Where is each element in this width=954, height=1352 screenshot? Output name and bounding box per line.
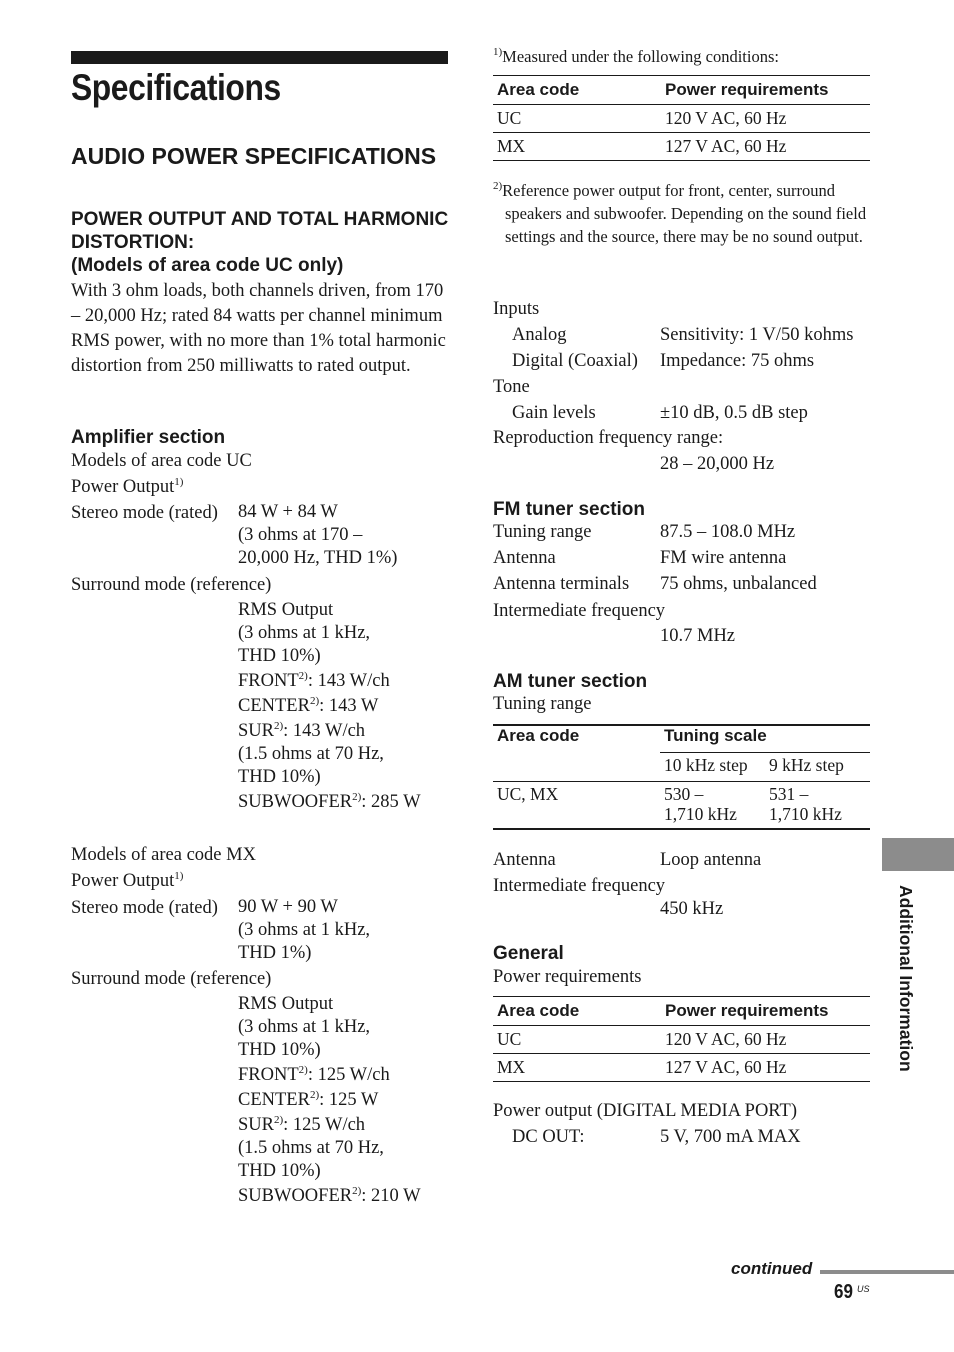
am-table (493, 724, 870, 830)
power-table-2 (493, 996, 870, 1082)
side-tab (882, 838, 954, 871)
inputs-block: Inputs Analog Sensitivity: 1 V/50 kohms Digital (Coaxial) Impedance: 75 ohms Tone Gain levels ±10 dB, 0.5 dB step Reproduction frequency range: 28 – 20,000 Hz (493, 299, 854, 474)
table-row: MX 127 V AC, 60 Hz (493, 133, 870, 161)
uc-stereo-value: 84 W + 84 W (3 ohms at 170 – 20,000 Hz, THD 1%) (238, 502, 398, 568)
page-title: Specifications (71, 67, 281, 108)
uc-front: FRONT$^{2)}$: 143 W/ch (238, 670, 390, 691)
table-row: UC 120 V AC, 60 Hz (493, 105, 870, 133)
uc-surround-label: Surround mode (reference) (71, 575, 272, 595)
uc-surround-values: RMS Output (3 ohms at 1 kHz, THD 10%) FRONT$^{2)}$: 143 W/ch CENTER$^{2)}$: 143 W SUR$^{2)}$: 143 W/ch (1.5 ohms at 70 Hz, THD 10%) SUBWOOFER$^{2)}$: 285 W (238, 600, 421, 812)
mx-center: CENTER$^{2)}$: 125 W (238, 1089, 379, 1110)
table-header: Power requirements (665, 80, 829, 99)
fm-block: Tuning range 87.5 – 108.0 MHz Antenna FM wire antenna Antenna terminals 75 ohms, unbalanced Intermediate frequency 10.7 MHz (493, 522, 817, 646)
table-header: Area code (497, 1001, 580, 1020)
table-row: MX 127 V AC, 60 Hz (493, 1054, 870, 1082)
page-suffix: US (857, 1284, 870, 1294)
mx-surround-values: RMS Output (3 ohms at 1 kHz, THD 10%) FRONT$^{2)}$: 125 W/ch CENTER$^{2)}$: 125 W SUR$^{2)}$: 125 W/ch (1.5 ohms at 70 Hz, THD 10%) SUBWOOFER$^{2)}$: 210 W (238, 994, 421, 1206)
page-number: 69 (834, 1281, 853, 1303)
amplifier-heading: Amplifier section (71, 427, 226, 448)
mx-sur: SUR$^{2)}$: 125 W/ch (238, 1114, 366, 1135)
table-cell: 530 – 1,710 kHz (664, 784, 737, 824)
power-table-1 (493, 75, 870, 161)
table-header: Area code (497, 80, 580, 99)
table-subheader: 10 kHz step (664, 755, 748, 775)
sub-heading-line2: (Models of area code UC only) (71, 255, 344, 276)
side-label: Additional Information (896, 885, 916, 1072)
uc-center: CENTER$^{2)}$: 143 W (238, 695, 379, 716)
am-tuning-label: Tuning range (493, 694, 592, 714)
amplifier-mx-block (71, 843, 451, 1213)
sub-heading (71, 208, 451, 277)
footnote-2: $^{2)}$Reference power output for front, center, surround speakers and subwoofer. Depending on the sound field settings and the source, there may be no sound output. (493, 180, 867, 246)
am-heading: AM tuner section (493, 671, 648, 692)
am-block: Antenna Loop antenna Intermediate frequency 450 kHz (493, 850, 762, 919)
intro-paragraph: With 3 ohm loads, both channels driven, from 170 – 20,000 Hz; rated 84 watts per channel minimum RMS power, with no more than 1% total harmonic distortion from 250 milliwatts to rated output. (71, 281, 446, 376)
table-subheader: 9 kHz step (769, 755, 844, 775)
title-rule (71, 51, 448, 64)
mx-front: FRONT$^{2)}$: 125 W/ch (238, 1064, 390, 1085)
general-power-label: Power requirements (493, 967, 642, 987)
mx-stereo-value: 90 W + 90 W (3 ohms at 1 kHz, THD 1%) (238, 897, 371, 963)
continued-label: continued (731, 1259, 813, 1278)
table-row: UC 120 V AC, 60 Hz (493, 1026, 870, 1054)
table-header: Power requirements (665, 1001, 829, 1020)
table-header: Tuning scale (664, 726, 767, 745)
table-cell: 531 – 1,710 kHz (769, 784, 842, 824)
amplifier-uc-block (71, 449, 451, 819)
uc-sur: SUR$^{2)}$: 143 W/ch (238, 720, 366, 741)
mx-models: Models of area code MX (71, 845, 256, 865)
fm-heading: FM tuner section (493, 499, 646, 520)
continued-rule (820, 1270, 954, 1274)
uc-stereo-label: Stereo mode (rated) (71, 503, 218, 523)
table-cell: UC, MX (497, 784, 559, 804)
footnote-1: $^{1)}$Measured under the following conditions: (493, 46, 779, 66)
general-heading: General (493, 943, 564, 964)
table-header: Area code (497, 726, 580, 745)
mx-stereo-label: Stereo mode (rated) (71, 898, 218, 918)
general-block: Power output (DIGITAL MEDIA PORT) DC OUT: 5 V, 700 mA MAX (493, 1101, 801, 1147)
sub-heading-line1: POWER OUTPUT AND TOTAL HARMONIC DISTORTION: (71, 209, 449, 253)
mx-power-output: Power Output$^{1)}$ (71, 870, 184, 891)
uc-subwoofer: SUBWOOFER$^{2)}$: 285 W (238, 791, 421, 812)
mx-surround-label: Surround mode (reference) (71, 969, 272, 989)
uc-power-output: Power Output$^{1)}$ (71, 476, 184, 497)
section-heading: AUDIO POWER SPECIFICATIONS (71, 143, 437, 169)
mx-subwoofer: SUBWOOFER$^{2)}$: 210 W (238, 1185, 421, 1206)
uc-models: Models of area code UC (71, 451, 252, 471)
